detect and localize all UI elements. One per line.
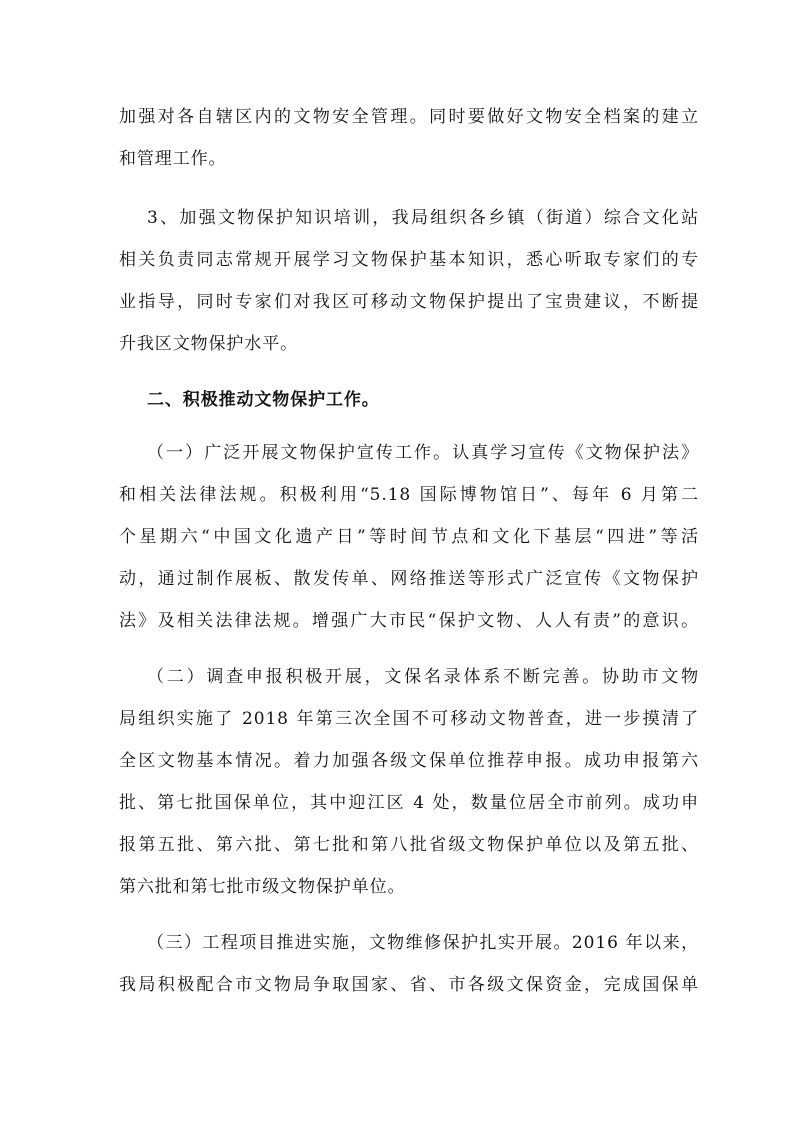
text-line-16: 批、第七批国保单位，其中迎江区 4 处，数量位居全市前列。成功申 [119, 793, 699, 813]
text-line-13: （二）调查申报积极开展，文保名录体系不断完善。协助市文物 [147, 667, 699, 687]
text-line-17: 报第五批、第六批、第七批和第八批省级文物保护单位以及第五批、 [119, 835, 699, 855]
text-line-12: 法》及相关法律法规。增强广大市民“保护文物、人人有责”的意识。 [119, 611, 699, 631]
text-line-19: （三）工程项目推进实施，文物维修保护扎实开展。2016 年以来， [147, 933, 699, 953]
text-line-9: 和相关法律法规。积极利用“5.18 国际博物馆日”、每年 6 月第二 [119, 485, 699, 505]
text-line-5: 业指导，同时专家们对我区可移动文物保护提出了宝贵建议，不断提 [119, 292, 699, 312]
text-line-3: 3、加强文物保护知识培训，我局组织各乡镇（街道）综合文化站 [147, 208, 699, 228]
text-line-14: 局组织实施了 2018 年第三次全国不可移动文物普查，进一步摸清了 [119, 709, 699, 729]
text-line-15: 全区文物基本情况。着力加强各级文保单位推荐申报。成功申报第六 [119, 751, 699, 771]
text-line-20: 我局积极配合市文物局争取国家、省、市各级文保资金，完成国保单 [119, 975, 699, 995]
text-line-18: 第六批和第七批市级文物保护单位。 [119, 877, 406, 897]
text-line-1: 加强对各自辖区内的文物安全管理。同时要做好文物安全档案的建立 [119, 107, 699, 127]
text-line-6: 升我区文物保护水平。 [119, 334, 298, 354]
text-line-4: 相关负责同志常规开展学习文物保护基本知识，悉心听取专家们的专 [119, 250, 699, 270]
text-line-2: 和管理工作。 [119, 149, 227, 169]
text-line-11: 动，通过制作展板、散发传单、网络推送等形式广泛宣传《文物保护 [119, 569, 699, 589]
text-line-10: 个星期六“中国文化遗产日”等时间节点和文化下基层“四进”等活 [119, 527, 699, 547]
text-line-8: （一）广泛开展文物保护宣传工作。认真学习宣传《文物保护法》 [147, 443, 699, 463]
section-heading: 二、积极推动文物保护工作。 [147, 390, 380, 410]
